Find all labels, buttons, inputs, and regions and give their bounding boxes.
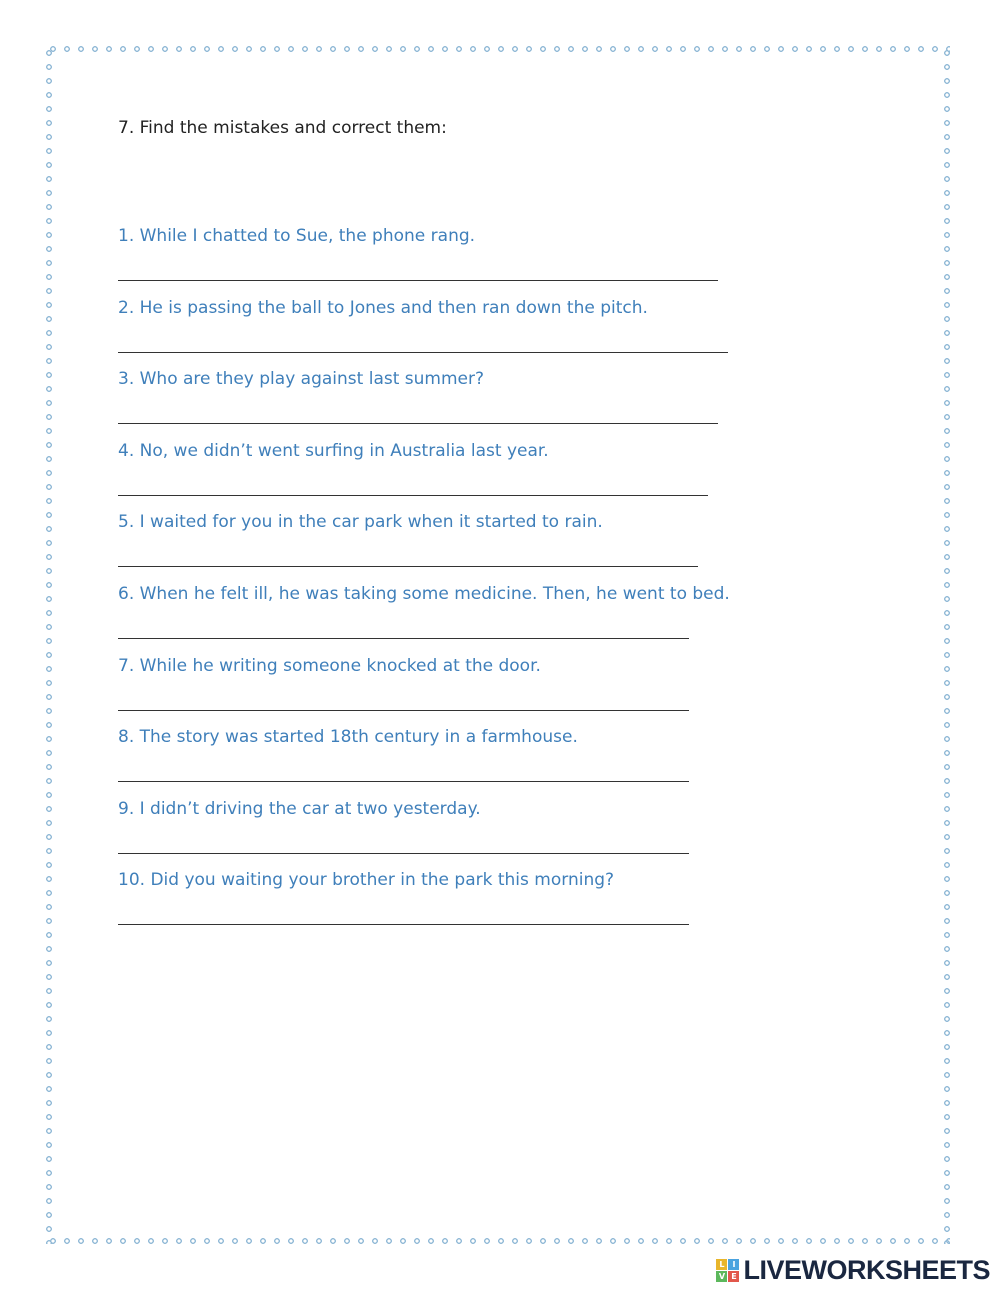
logo-mark-icon: L I V E [716, 1259, 739, 1282]
answer-line[interactable] [118, 566, 698, 567]
exercise-item [118, 584, 758, 656]
question-text: 6. When he felt ill, he was taking some medicine. Then, he went to bed. [118, 583, 730, 604]
border-left [46, 46, 52, 1244]
exercise-item [118, 870, 758, 942]
question-text: 5. I waited for you in the car park when it started to rain. [118, 512, 603, 533]
answer-line[interactable] [118, 495, 708, 496]
question-text: 3. Who are they play against last summer? [118, 369, 485, 390]
border-top [46, 46, 950, 52]
question-text: 4. No, we didn’t went surfing in Australia last year. [118, 440, 549, 461]
exercise-item [118, 799, 758, 871]
answer-line[interactable] [118, 638, 689, 639]
answer-line[interactable] [118, 853, 689, 854]
exercise-item [118, 226, 758, 298]
exercise-item [118, 369, 758, 441]
logo-text: LIVEWORKSHEETS [743, 1254, 990, 1285]
question-text: 8. The story was started 18th century in a farmhouse. [118, 727, 578, 748]
exercise-item [118, 727, 758, 799]
liveworksheets-logo[interactable] [716, 1255, 990, 1285]
exercise-item [118, 656, 758, 728]
exercise-item [118, 512, 758, 584]
answer-line[interactable] [118, 710, 689, 711]
answer-line[interactable] [118, 924, 689, 925]
answer-line[interactable] [118, 781, 689, 782]
exercise-heading: 7. Find the mistakes and correct them: [118, 118, 447, 138]
border-bottom [46, 1238, 950, 1244]
border-right [944, 46, 950, 1244]
answer-line[interactable] [118, 423, 718, 424]
exercise-list [118, 226, 758, 942]
answer-line[interactable] [118, 280, 718, 281]
question-text: 7. While he writing someone knocked at the door. [118, 655, 541, 676]
question-text: 9. I didn’t driving the car at two yesterday. [118, 798, 481, 819]
exercise-item [118, 441, 758, 513]
exercise-item [118, 298, 758, 370]
question-text: 2. He is passing the ball to Jones and then ran down the pitch. [118, 297, 648, 318]
question-text: 10. Did you waiting your brother in the park this morning? [118, 870, 615, 891]
answer-line[interactable] [118, 352, 728, 353]
question-text: 1. While I chatted to Sue, the phone rang. [118, 226, 476, 246]
